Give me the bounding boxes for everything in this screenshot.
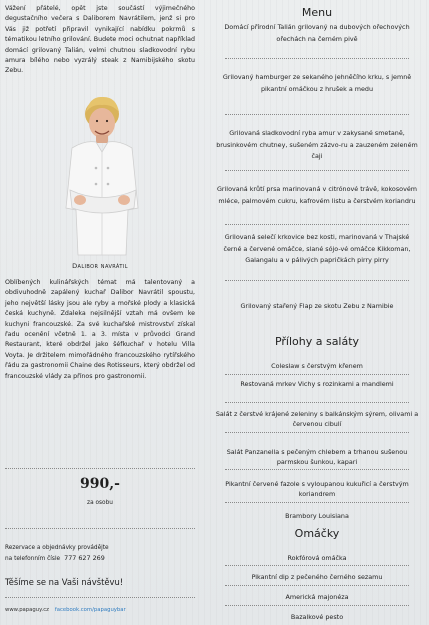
separator: [225, 469, 409, 470]
reservation-line-1: Rezervace a objednávky provádějte: [5, 545, 109, 551]
menu-item: Grilovaná krůtí prsa marinovaná v citrónové trávě, kokosovém mléce, palmovém cukru, kafrovém listu a čerstvém koriandru: [216, 185, 418, 205]
sauces-heading: Omáčky: [294, 527, 340, 540]
thanks-text: Těšíme se na Vaši návštěvu!: [5, 577, 124, 587]
separator: [225, 432, 409, 433]
price: 990,-: [80, 476, 120, 492]
sides-heading: Přílohy a saláty: [274, 335, 360, 348]
side-item: Coleslaw s čerstvým křenem: [271, 362, 363, 370]
side-item: Salát Panzanella s pečeným chlebem a trhanou sušenou parmskou šunkou, kapari: [226, 448, 408, 466]
separator: [225, 58, 409, 59]
separator: [225, 374, 409, 375]
reservation-block: [5, 543, 109, 564]
sauce-item: Bazalkové pesto: [290, 613, 344, 621]
right-column: [207, 0, 427, 625]
chef-bio: Oblíbených kulinářských témat má talentovaný a obdivuhodně zapálený kuchař Dalibor Navrátil spoustu, jeho největší lásky jsou ale ryby a mořské plody a klasická česká kuchyně. Zdaleka nejsilnější vztah má ovšem ke kuchyni francouzské. Za své kuchařské mistrovství získal řadu ocenění včetně 1. a 3. místa v průvodci Grand Restaurant, které obdržel jako šéfkuchař v hotelu Villa Voyta. Je držitelem mimořádného francouzského rytířského řádu za gastronomii Chaine des Rotisseurs, který obdržel od francouzské vlády za přínos pro gastronomii.: [5, 279, 195, 380]
intro-paragraph: Vážení přátelé, opět jste součástí výjimečného degustačního večera s Daliborem Navrátilem, jenž si pro Vás již potřetí připravil vynikající nabídku pokrmů s tématikou letního grilování. Budete moci ochutnat například domácí grilovaný Talián, velmi chutnou sladkovodní rybu amura bílého nebo vyzrálý steak z Namibijského skotu Zebu.: [5, 5, 196, 75]
separator: [225, 502, 409, 503]
side-item: Restovaná mrkev Vichy s rozinkami a mandlemi: [240, 380, 394, 388]
divider: [5, 528, 195, 529]
phone-number[interactable]: 777 627 269: [64, 554, 105, 562]
menu-heading: Menu: [301, 6, 333, 19]
chef-caption: Dalibor navrátil: [72, 262, 128, 270]
menu-item: Grilovaný stařený Flap ze skotu Zebu z Namibie: [240, 302, 394, 310]
reservation-line-2: na telefonním čísle: [5, 556, 61, 562]
separator: [225, 170, 409, 171]
sauce-item: Pikantní dip z pečeného černého sezamu: [251, 573, 383, 581]
separator: [225, 280, 409, 281]
facebook-link[interactable]: facebook.com/papaguybar: [54, 607, 126, 613]
separator: [225, 565, 409, 566]
divider: [5, 468, 195, 469]
separator: [225, 402, 409, 403]
price-unit: za osobu: [87, 500, 113, 506]
menu-item: Grilovaný hamburger ze sekaného jehněčího krku, s jemně pikantní omáčkou z hrušek a medu: [222, 73, 412, 93]
sauce-item: Rokfórová omáčka: [287, 554, 347, 562]
side-item: Salát z čerstvé krájené zeleniny s balkánským sýrem, olivami a červenou cibulí: [215, 410, 419, 428]
links-row: [5, 607, 126, 613]
left-column: [0, 0, 200, 625]
separator: [225, 114, 409, 115]
sauce-item: Americká majonéza: [285, 593, 349, 601]
chef-photo: [50, 90, 155, 260]
website-link[interactable]: www.papaguy.cz: [5, 607, 49, 613]
menu-item: Grilovaná sladkovodní ryba amur v zakysané smetaně, brusinkovém chutney, sušeném zázvo-ru a zauzeném zeleném čaji: [216, 129, 418, 160]
menu-item: Grilovaná selečí krkovice bez kosti, marinovaná v Thajské černé a červené omáčce, slané sójo-vé omáčce Kikkoman, Galangalu a v pálivých papričkách pirry pirry: [223, 233, 411, 264]
menu-item: Domácí přírodní Talián grilovaný na dubových ořechových ořechách na černém pivě: [224, 23, 410, 43]
side-item: Pikantní červené fazole s vyloupanou kukuřicí a čerstvým koriandrem: [225, 480, 409, 498]
separator: [225, 585, 409, 586]
separator: [225, 605, 409, 606]
separator: [225, 224, 409, 225]
side-item: Brambory Louisiana: [285, 512, 349, 520]
divider: [5, 597, 195, 598]
